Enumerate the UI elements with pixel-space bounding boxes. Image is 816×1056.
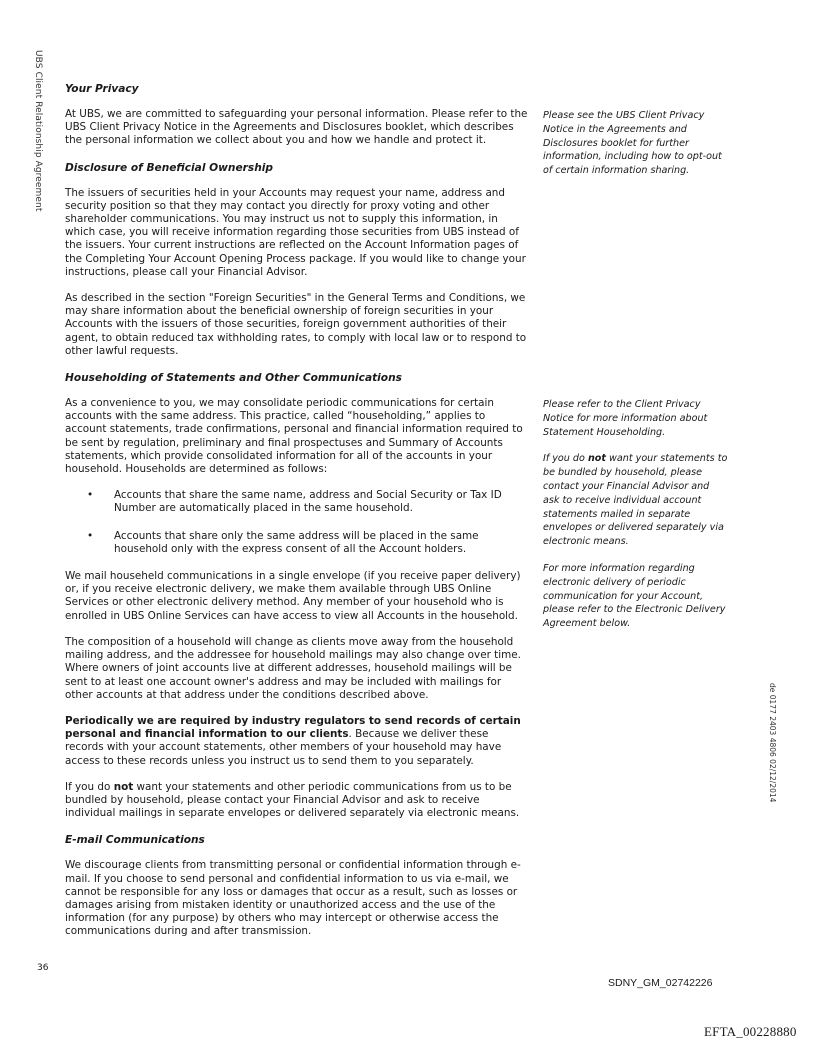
householding-paragraph-3: The composition of a household will change as clients move away from the household mailing address, and the addressee for household mailings may also change over time. Where owners of joint accounts live at different addresses, household mailings will be sent to at least one account owner's address and may be included with mailings for other accounts at that address under the conditions described above. [65, 635, 521, 701]
householding-paragraph-4 [65, 715, 528, 768]
sidebar-opt-out-pre: If you do [543, 453, 588, 465]
section-email-communications [65, 833, 528, 938]
bates-number-sdny: SDNY_GM_02742226 [608, 977, 713, 989]
section-your-privacy [65, 82, 528, 148]
sidebar-note-householding-text: Please refer to the Client Privacy Notice for more information about Statement Householding. [543, 399, 708, 438]
regulator-notice-rest: . Because we deliver these records with your account statements, other members of your household may have access to these records unless you instruct us to send them to you separately. [65, 728, 502, 767]
section-beneficial-ownership [65, 161, 528, 358]
opt-out-text-rest: want your statements and other periodic communications from us to be bundled by household, please contact your Financial Advisor and ask to receive individual mailings in separate envelopes or delivered separately via electronic means. [65, 780, 520, 820]
list-item [65, 530, 528, 556]
bates-number-efta: EFTA_00228880 [704, 1024, 797, 1039]
page-number: 36 [37, 963, 49, 973]
heading-your-privacy: Your Privacy [65, 83, 139, 95]
householding-paragraph-2: We mail househeld communications in a single envelope (if you receive paper delivery) or, if you receive electronic delivery, we make them available through UBS Online Services or other electronic delivery method. Any member of your household who is enrolled in UBS Online Services can have access to view all Accounts in the household. [65, 570, 521, 622]
sidebar-note-privacy-text: Please see the UBS Client Privacy Notice in the Agreements and Disclosures booklet for further information, including how to opt-out of certain information sharing. [543, 110, 722, 177]
list-item-text: Accounts that share the same name, address and Social Security or Tax ID Number are automatically placed in the same household. [114, 489, 502, 515]
email-paragraph: We discourage clients from transmitting personal or confidential information through e-mail. If you choose to send personal and confidential information to us via e-mail, we cannot be responsible for any loss or damages that occur as a result, such as losses or damages arising from mistaken identity or unauthorized access and the use of the information (for any purpose) by others who may intercept or otherwise access the communications during and after transmission. [65, 859, 521, 938]
sidebar-opt-out-rest: want your statements to be bundled by household, please contact your Financial Advisor and ask to receive individual account statements mailed in separate envelopes or delivered separately via electronic means. [543, 453, 728, 548]
bullet-icon: • [87, 529, 94, 542]
sidebar-notes-householding [543, 398, 728, 644]
heading-beneficial-ownership: Disclosure of Beneficial Ownership [65, 161, 273, 174]
bullet-icon: • [87, 489, 94, 502]
beneficial-paragraph-2: As described in the section "Foreign Securities" in the General Terms and Conditions, we may share information about the beneficial ownership of foreign securities in your Accounts with the issuers of those securities, foreign government authorities of their agent, to obtain reduced tax withholding rates, to comply with local law or to respond to other lawful requests. [65, 292, 527, 357]
sidebar-note-privacy [543, 109, 728, 191]
section-householding [65, 371, 528, 820]
main-content [65, 82, 528, 952]
heading-email-communications: E-mail Communications [65, 834, 205, 847]
sidebar-note-opt-out [543, 452, 728, 549]
sidebar-opt-out-emphasis: not [587, 453, 606, 465]
heading-householding: Householding of Statements and Other Communications [65, 372, 402, 385]
document-code: de 0177 2403 4806 02/12/2014 [768, 683, 777, 803]
privacy-paragraph: At UBS, we are committed to safeguarding your personal information. Please refer to the UBS Client Privacy Notice in the Agreements and Disclosures booklet, which describes the personal information we collect about you and how we handle and protect it. [65, 108, 528, 147]
beneficial-paragraph-1: The issuers of securities held in your Accounts may request your name, address and security position so that they may contact you directly for proxy voting and other shareholder communications. You may instruct us not to supply this information, in which case, you will receive information regarding those securities from UBS instead of the issuers. Your current instructions are reflected on the Account Information pages of the Completing Your Account Opening Process package. If you would like to change your instructions, please call your Financial Advisor. [65, 186, 526, 278]
list-item-text: Accounts that share only the same address will be placed in the same household only with the express consent of all the Account holders. [114, 529, 479, 555]
regulator-notice-bold: Periodically we are required by industry regulators to send records of certain personal and financial information to our clients [65, 714, 521, 741]
householding-paragraph-1: As a convenience to you, we may consolidate periodic communications for certain accounts with the same address. This practice, called “householding,” applies to account statements, trade confirmations, personal and financial information required to be sent by regulation, preliminary and final prospectuses and Summary of Accounts statements, which provide consolidated information for all of the accounts in your household. Households are determined as follows: [65, 397, 523, 476]
side-document-title: UBS Client Relationship Agreement [33, 50, 43, 212]
list-item [65, 489, 528, 515]
opt-out-text-pre: If you do [65, 780, 114, 793]
sidebar-note-electronic-delivery: For more information regarding electronic delivery of periodic communication for your Account, please refer to the Electronic Delivery Agreement below. [543, 562, 726, 630]
householding-paragraph-5 [65, 781, 528, 821]
opt-out-emphasis: not [113, 780, 134, 793]
household-criteria-list [65, 489, 528, 556]
